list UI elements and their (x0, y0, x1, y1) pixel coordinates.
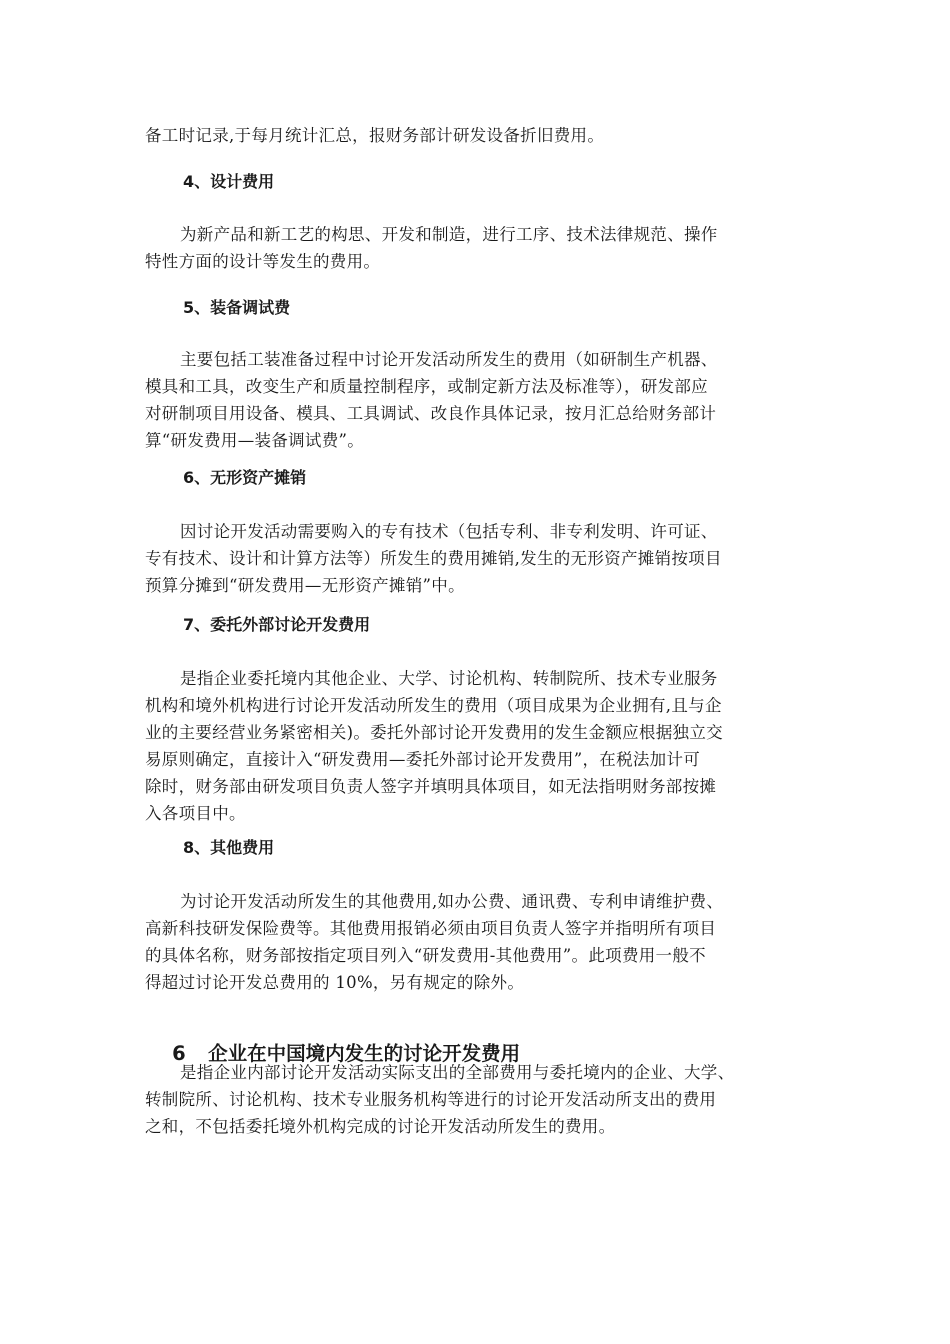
paragraph-line: 特性方面的设计等发生的费用。 (145, 252, 381, 271)
paragraph-line: 之和，不包括委托境外机构完成的讨论开发活动所发生的费用。 (145, 1117, 616, 1136)
paragraph-line: 备工时记录,于每月统计汇总，报财务部计研发设备折旧费用。 (145, 126, 605, 145)
paragraph-line: 预算分摊到“研发费用—无形资产摊销”中。 (145, 576, 465, 595)
paragraph-line: 对研制项目用设备、模具、工具调试、改良作具体记录，按月汇总给财务部计 (145, 404, 717, 423)
paragraph-line: 高新科技研发保险费等。其他费用报销必须由项目负责人签字并指明所有项目 (145, 919, 717, 938)
paragraph-line: 业的主要经营业务紧密相关)。委托外部讨论开发费用的发生金额应根据独立交 (145, 723, 723, 742)
paragraph-line: 是指企业委托境内其他企业、大学、讨论机构、转制院所、技术专业服务 (180, 669, 718, 688)
section-title: 企业在中国境内发生的讨论开发费用 (208, 1042, 521, 1065)
subheading-equipment-debug-fee: 5、装备调试费 (183, 298, 291, 317)
subheading-design-fee: 4、设计费用 (183, 172, 275, 191)
subheading-outsourced-rd-fee: 7、委托外部讨论开发费用 (183, 615, 371, 634)
paragraph-line: 的具体名称，财务部按指定项目列入“研发费用-其他费用”。此项费用一般不 (145, 946, 706, 965)
paragraph-line: 主要包括工装准备过程中讨论开发活动所发生的费用（如研制生产机器、 (180, 350, 718, 369)
paragraph-line: 是指企业内部讨论开发活动实际支出的全部费用与委托境内的企业、大学、 (180, 1063, 735, 1082)
paragraph-line: 为新产品和新工艺的构思、开发和制造，进行工序、技术法律规范、操作 (180, 225, 718, 244)
subheading-other-fees: 8、其他费用 (183, 838, 275, 857)
paragraph-line: 除时，财务部由研发项目负责人签字并填明具体项目，如无法指明财务部按摊 (145, 777, 717, 796)
paragraph-line: 专有技术、设计和计算方法等）所发生的费用摊销,发生的无形资产摊销按项目 (145, 549, 722, 568)
paragraph-line: 模具和工具，改变生产和质量控制程序，或制定新方法及标准等），研发部应 (145, 377, 708, 396)
paragraph-line: 为讨论开发活动所发生的其他费用,如办公费、通讯费、专利申请维护费、 (180, 892, 724, 911)
subheading-intangible-amortization: 6、无形资产摊销 (183, 468, 307, 487)
paragraph-line: 易原则确定，直接计入“研发费用—委托外部讨论开发费用”，在税法加计可 (145, 750, 701, 769)
paragraph-line: 因讨论开发活动需要购入的专有技术（包括专利、非专利发明、许可证、 (180, 522, 718, 541)
paragraph-line: 得超过讨论开发总费用的 10%，另有规定的除外。 (145, 973, 525, 992)
paragraph-line: 转制院所、讨论机构、技术专业服务机构等进行的讨论开发活动所支出的费用 (145, 1090, 717, 1109)
paragraph-line: 机构和境外机构进行讨论开发活动所发生的费用（项目成果为企业拥有,且与企 (145, 696, 722, 715)
paragraph-line: 算“研发费用—装备调试费”。 (145, 431, 365, 450)
paragraph-line: 入各项目中。 (145, 804, 246, 823)
section-number: 6 (172, 1042, 186, 1065)
